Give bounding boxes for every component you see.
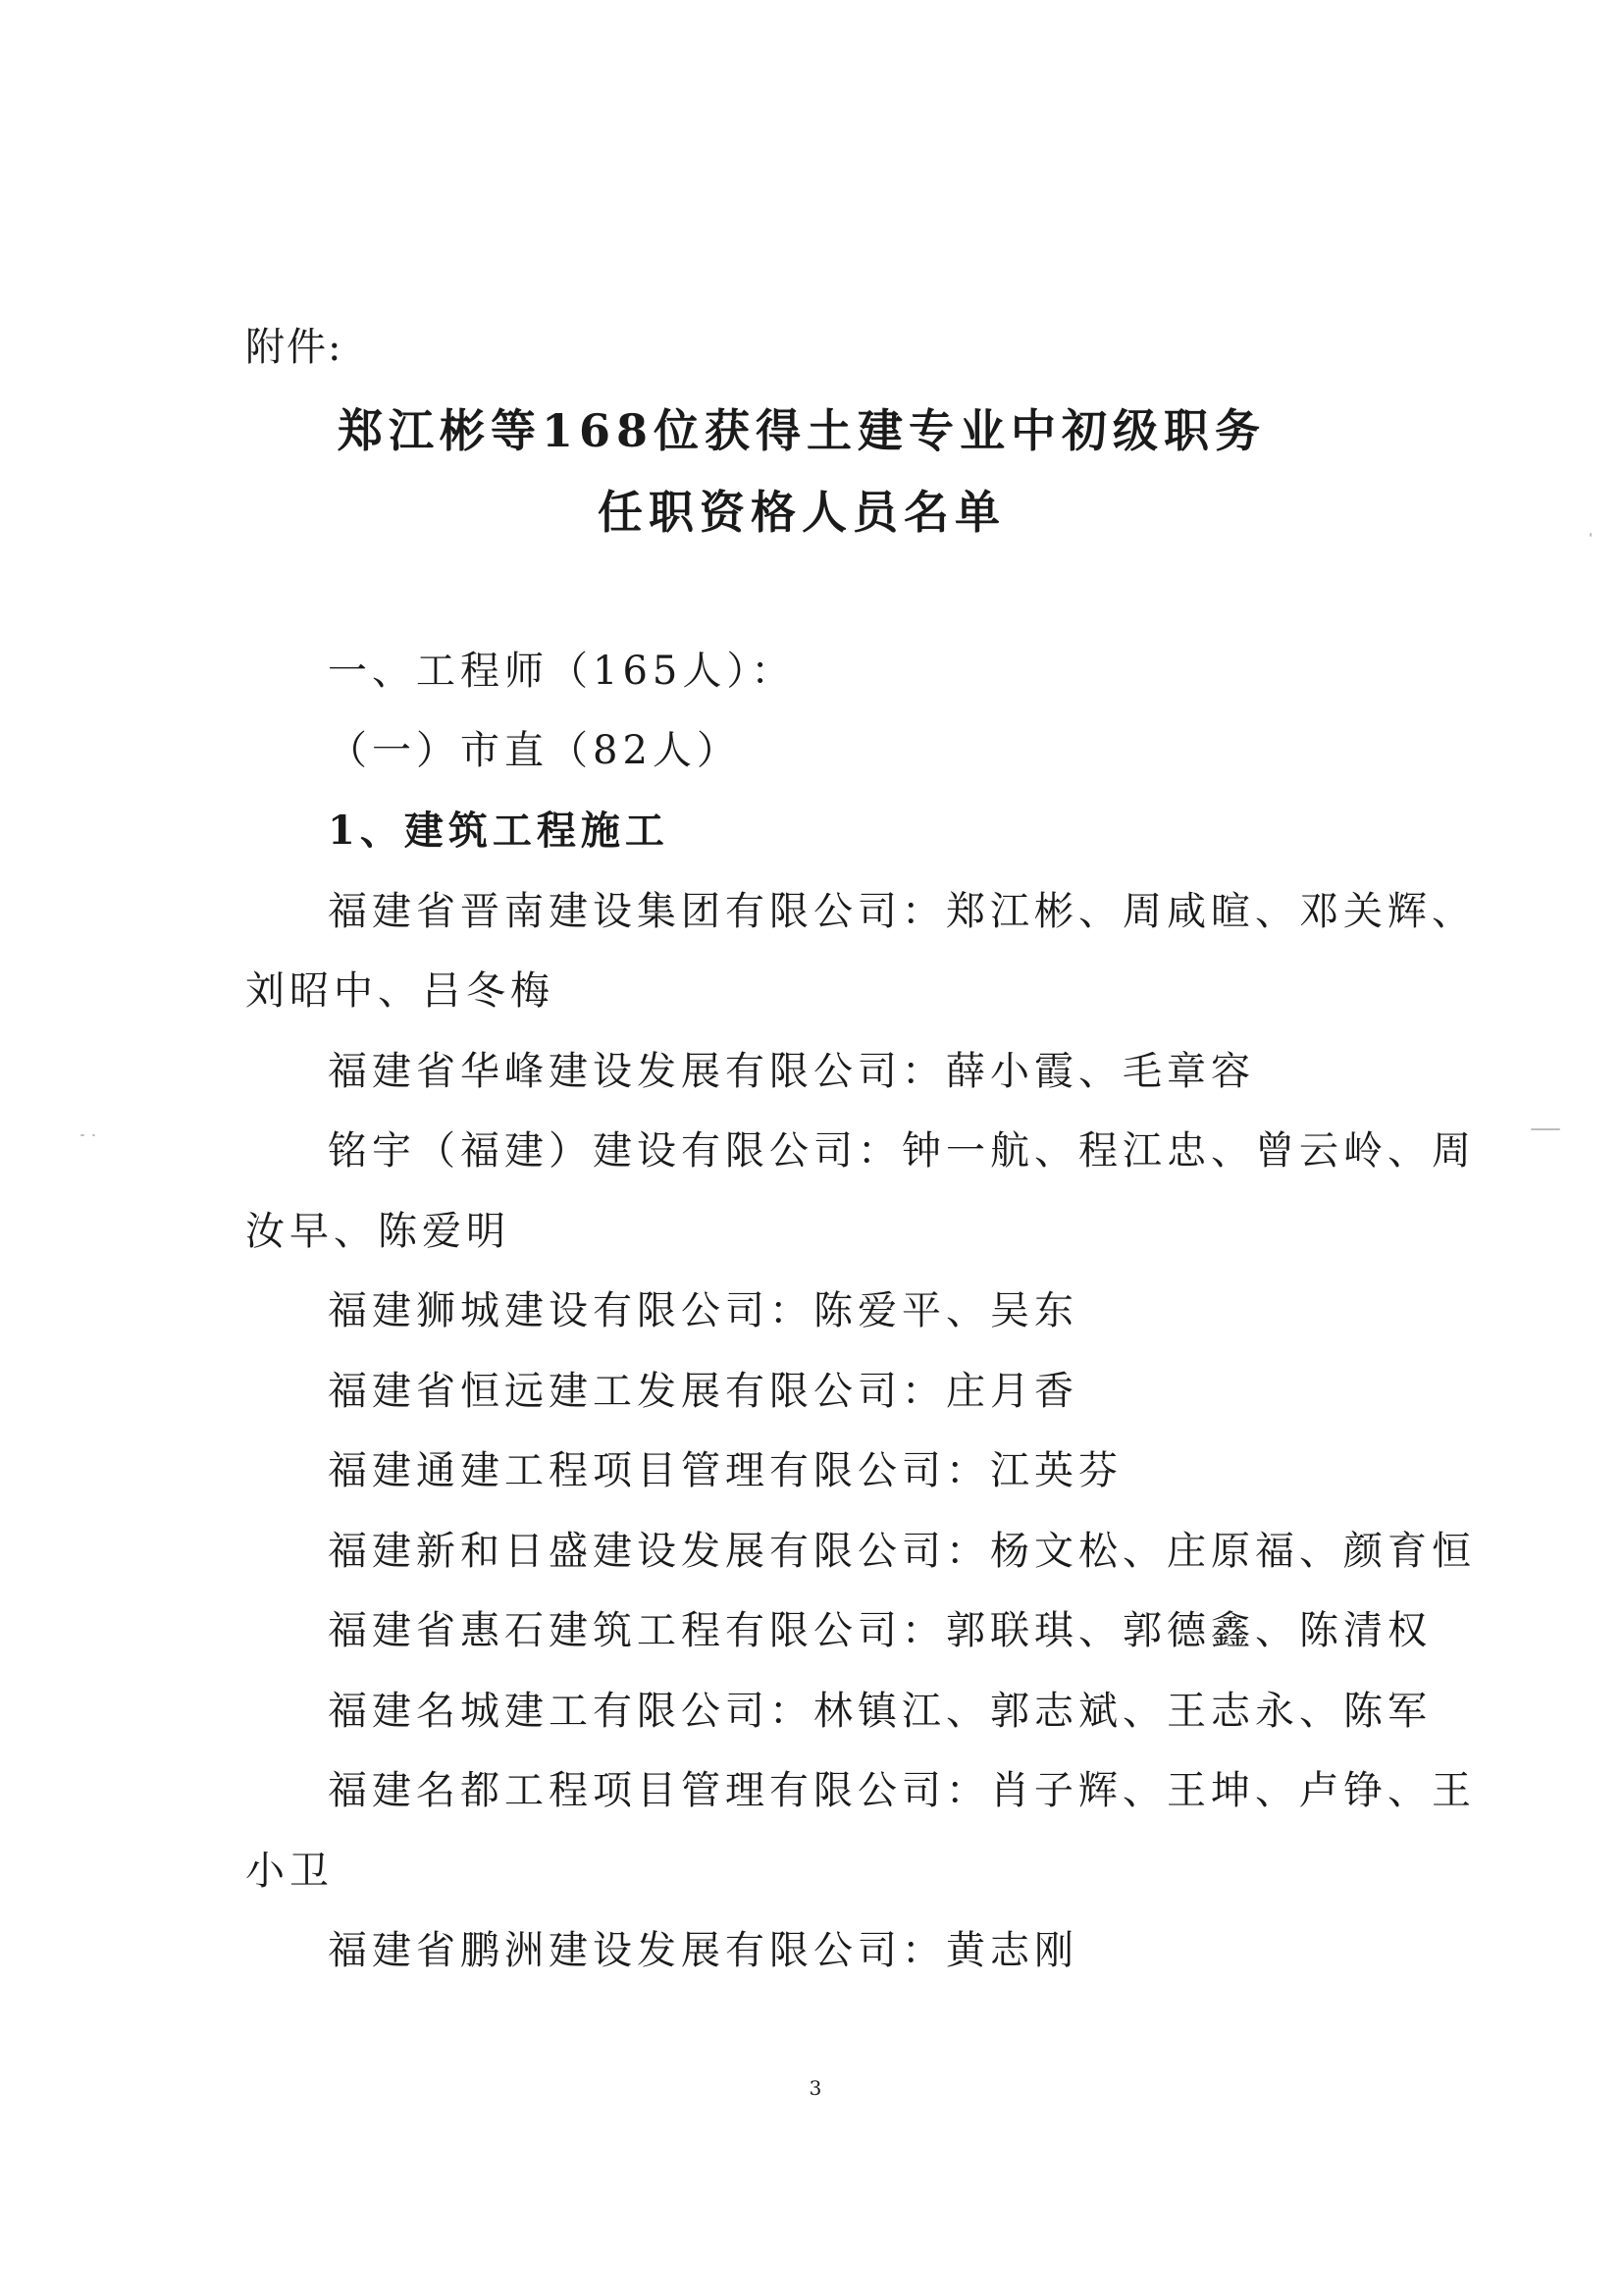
list-item: 福建省惠石建筑工程有限公司：郭联琪、郭德鑫、陈清权	[328, 1608, 1432, 1653]
list-item: 福建省晋南建设集团有限公司：郑江彬、周咸暄、邓关辉、	[328, 889, 1476, 934]
list-item: 福建通建工程项目管理有限公司：江英芬	[328, 1448, 1123, 1493]
list-item: 福建名城建工有限公司：林镇江、郭志斌、王志永、陈军	[328, 1689, 1432, 1734]
document-title-line-2: 任职资格人员名单	[598, 486, 1006, 539]
scan-speck	[1531, 1128, 1560, 1130]
category-heading: 1、建筑工程施工	[328, 808, 669, 854]
scan-speck	[1590, 533, 1592, 537]
list-item-continuation: 刘昭中、吕冬梅	[245, 968, 554, 1014]
list-item: 福建狮城建设有限公司：陈爱平、吴东	[328, 1288, 1078, 1333]
document-title-line-1: 郑江彬等168位获得土建专业中初级职务	[337, 404, 1267, 457]
list-item: 福建新和日盛建设发展有限公司：杨文松、庄原福、颜育恒	[328, 1529, 1476, 1574]
attachment-label: 附件:	[245, 325, 343, 370]
scan-speck	[92, 1134, 95, 1136]
subsection-heading: （一）市直（82人）	[328, 728, 741, 773]
list-item: 福建省恒远建工发展有限公司：庄月香	[328, 1369, 1078, 1414]
list-item: 铭宇（福建）建设有限公司：钟一航、程江忠、曾云岭、周	[328, 1128, 1476, 1174]
section-heading: 一、工程师（165人）：	[328, 649, 796, 694]
list-item: 福建省华峰建设发展有限公司：薛小霞、毛章容	[328, 1049, 1255, 1094]
list-item-continuation: 汝早、陈爱明	[245, 1209, 510, 1254]
list-item: 福建省鹏洲建设发展有限公司：黄志刚	[328, 1928, 1078, 1973]
page-number: 3	[809, 2076, 822, 2100]
list-item: 福建名都工程项目管理有限公司：肖子辉、王坤、卢铮、王	[328, 1768, 1476, 1813]
list-item-continuation: 小卫	[245, 1849, 334, 1894]
scan-speck	[80, 1134, 84, 1136]
